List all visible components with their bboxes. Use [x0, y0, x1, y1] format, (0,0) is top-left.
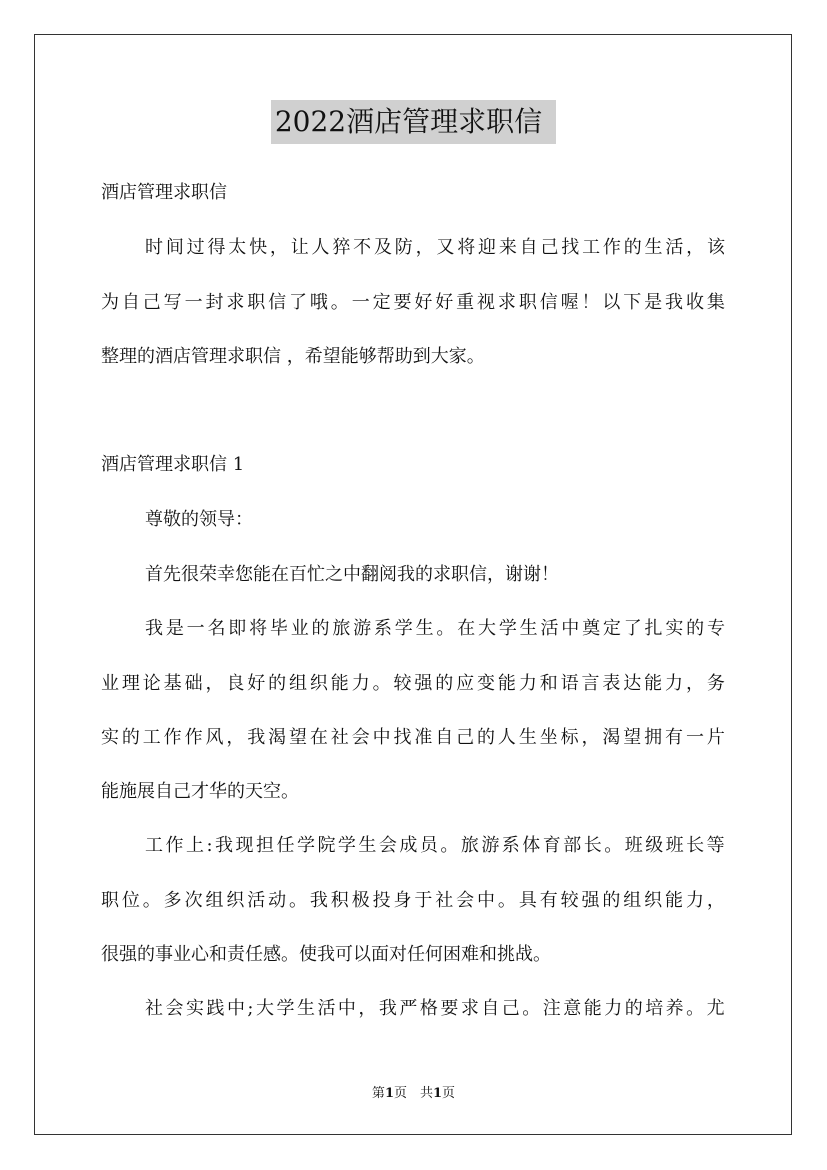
glyph: 业 — [101, 673, 119, 694]
glyph: 迎 — [478, 237, 496, 258]
glyph: 格 — [419, 998, 438, 1019]
footer-suffix: 页 — [442, 1086, 456, 1101]
glyph: : — [206, 835, 213, 856]
glyph: 的 — [311, 618, 330, 639]
glyph: 时 — [145, 237, 163, 258]
glyph: 投 — [372, 890, 391, 911]
glyph: 我 — [215, 835, 234, 856]
glyph: 应 — [456, 673, 475, 694]
glyph: 育 — [542, 835, 561, 856]
glyph: 生 — [415, 618, 434, 639]
footer-page-number: 1 — [384, 1086, 394, 1101]
glyph: 找 — [561, 237, 580, 258]
glyph: 位 — [121, 890, 140, 911]
paragraph-line: 整理的酒店管理求职信 ，希望能够帮助到大家。 — [101, 346, 485, 367]
glyph: 织 — [309, 673, 328, 694]
glyph: 自 — [481, 998, 500, 1019]
glyph: 及 — [373, 237, 392, 258]
glyph: 动 — [268, 890, 287, 911]
glyph: 织 — [226, 890, 245, 911]
document-title: 2022酒店管理求职信 — [271, 100, 556, 144]
glyph: 力 — [685, 890, 704, 911]
glyph: 意 — [563, 998, 582, 1019]
glyph: 毕 — [269, 618, 288, 639]
glyph: 信 — [268, 292, 287, 313]
glyph: ， — [269, 237, 288, 258]
glyph: 。 — [289, 890, 308, 911]
glyph: 一 — [685, 727, 704, 748]
glyph: 是 — [165, 618, 184, 639]
glyph: 组 — [623, 890, 642, 911]
glyph: 良 — [226, 673, 245, 694]
glyph: 旅 — [332, 618, 351, 639]
glyph: ， — [706, 890, 725, 911]
glyph: 又 — [436, 237, 455, 258]
glyph: 长 — [583, 835, 602, 856]
glyph: 。 — [604, 835, 623, 856]
glyph: 人 — [311, 237, 330, 258]
glyph: 表 — [602, 673, 621, 694]
glyph: 。 — [440, 835, 459, 856]
glyph: 间 — [165, 237, 184, 258]
glyph: ， — [415, 237, 434, 258]
glyph: 班 — [665, 835, 684, 856]
glyph: 活 — [665, 237, 684, 258]
page-footer — [0, 1082, 827, 1101]
glyph: 一 — [184, 292, 203, 313]
glyph: 作 — [184, 727, 203, 748]
glyph: 下 — [623, 292, 642, 313]
glyph: 学 — [394, 618, 413, 639]
glyph: 实 — [101, 727, 119, 748]
glyph: 组 — [205, 890, 224, 911]
glyph: 大 — [478, 618, 496, 639]
glyph: 活 — [540, 618, 559, 639]
paragraph-line — [145, 617, 725, 641]
footer-page-total: 1 — [433, 1086, 443, 1101]
glyph: 喔 — [560, 292, 579, 313]
glyph: 。 — [522, 998, 541, 1019]
glyph: 和 — [539, 673, 558, 694]
glyph: 多 — [163, 890, 182, 911]
glyph: 自 — [435, 727, 454, 748]
glyph: 快 — [249, 237, 268, 258]
glyph: 严 — [399, 998, 418, 1019]
glyph: 己 — [540, 237, 559, 258]
glyph: 得 — [207, 237, 226, 258]
glyph: 要 — [440, 998, 459, 1019]
glyph: 求 — [497, 292, 516, 313]
glyph: 好 — [414, 292, 433, 313]
glyph: 务 — [706, 673, 725, 694]
glyph: 。 — [686, 998, 705, 1019]
glyph: 己 — [142, 292, 161, 313]
glyph: 成 — [399, 835, 418, 856]
salutation: 尊敬的领导： — [145, 509, 253, 530]
glyph: 有 — [539, 890, 558, 911]
glyph: ， — [226, 727, 245, 748]
glyph: 集 — [706, 292, 725, 313]
glyph: ！ — [581, 292, 600, 313]
glyph: 生 — [519, 618, 538, 639]
glyph: 的 — [121, 727, 140, 748]
glyph: 即 — [228, 618, 247, 639]
glyph: 求 — [460, 998, 479, 1019]
glyph: 在 — [457, 618, 476, 639]
glyph: 会 — [351, 727, 370, 748]
paragraph-line — [101, 726, 725, 750]
glyph: 哦 — [309, 292, 328, 313]
glyph: 论 — [142, 673, 161, 694]
glyph: 积 — [330, 890, 349, 911]
glyph: 写 — [163, 292, 182, 313]
glyph: 找 — [393, 727, 412, 748]
glyph: 。 — [497, 890, 516, 911]
glyph: 生 — [518, 727, 537, 748]
glyph: 职 — [247, 292, 266, 313]
glyph: 名 — [207, 618, 226, 639]
glyph: 旅 — [460, 835, 479, 856]
glyph: 收 — [685, 292, 704, 313]
glyph: 中 — [337, 998, 356, 1019]
glyph: 拥 — [644, 727, 663, 748]
glyph: 中 — [477, 890, 496, 911]
glyph: 定 — [602, 618, 621, 639]
glyph: 大 — [255, 998, 274, 1019]
glyph: 过 — [186, 237, 205, 258]
glyph: 的 — [624, 998, 643, 1019]
glyph: 有 — [665, 727, 684, 748]
glyph: 工 — [145, 835, 163, 856]
glyph: 理 — [121, 673, 140, 694]
glyph: 了 — [623, 618, 642, 639]
glyph: 我 — [309, 890, 328, 911]
glyph: 求 — [226, 292, 245, 313]
footer-prefix: 第 — [371, 1086, 385, 1101]
glyph: 太 — [228, 237, 247, 258]
glyph: 了 — [289, 292, 308, 313]
paragraph-line — [145, 997, 725, 1021]
glyph: 视 — [477, 292, 496, 313]
glyph: 生 — [296, 998, 315, 1019]
glyph: 重 — [456, 292, 475, 313]
glyph: 的 — [268, 673, 287, 694]
glyph: 的 — [686, 618, 705, 639]
glyph: 社 — [145, 998, 163, 1019]
glyph: 我 — [665, 292, 684, 313]
glyph: 能 — [583, 998, 602, 1019]
glyph: 望 — [289, 727, 308, 748]
glyph: 为 — [101, 292, 119, 313]
glyph: 活 — [247, 890, 266, 911]
glyph: 强 — [581, 890, 600, 911]
glyph: 扎 — [644, 618, 663, 639]
glyph: ， — [205, 673, 224, 694]
glyph: 生 — [644, 237, 663, 258]
glyph: 游 — [353, 618, 372, 639]
section-heading: 酒店管理求职信 1 — [101, 454, 245, 475]
glyph: 学 — [337, 835, 356, 856]
glyph: 力 — [518, 673, 537, 694]
glyph: 会 — [165, 998, 184, 1019]
glyph: 实 — [665, 618, 684, 639]
glyph: 。 — [372, 673, 391, 694]
glyph: 力 — [665, 673, 684, 694]
glyph: 在 — [309, 727, 328, 748]
glyph: 学 — [276, 998, 295, 1019]
glyph: 渴 — [268, 727, 287, 748]
glyph: 一 — [351, 292, 370, 313]
glyph: 。 — [330, 292, 349, 313]
glyph: 础 — [184, 673, 203, 694]
glyph: 标 — [560, 727, 579, 748]
glyph: 来 — [498, 237, 517, 258]
glyph: 职 — [101, 890, 119, 911]
glyph: 中 — [372, 727, 391, 748]
glyph: 好 — [247, 673, 266, 694]
glyph: 社 — [435, 890, 454, 911]
glyph: 任 — [276, 835, 295, 856]
glyph: 我 — [378, 998, 397, 1019]
glyph: 养 — [665, 998, 684, 1019]
glyph: ; — [247, 998, 254, 1019]
glyph: 语 — [560, 673, 579, 694]
glyph: 以 — [602, 292, 621, 313]
glyph: 作 — [602, 237, 621, 258]
glyph: 好 — [435, 292, 454, 313]
glyph: 自 — [121, 292, 140, 313]
glyph: ， — [685, 673, 704, 694]
glyph: 的 — [477, 727, 496, 748]
glyph: 游 — [481, 835, 500, 856]
glyph: 级 — [645, 835, 664, 856]
glyph: 中 — [226, 998, 245, 1019]
glyph: 。 — [142, 890, 161, 911]
glyph: 要 — [393, 292, 412, 313]
glyph: 生 — [358, 835, 377, 856]
glyph: 社 — [330, 727, 349, 748]
glyph: ， — [581, 727, 600, 748]
glyph: 系 — [373, 618, 392, 639]
glyph: 。 — [436, 618, 455, 639]
paragraph-line — [145, 236, 725, 260]
glyph: 具 — [518, 890, 537, 911]
glyph: 身 — [393, 890, 412, 911]
glyph: 能 — [644, 673, 663, 694]
glyph: 己 — [501, 998, 520, 1019]
glyph: 将 — [457, 237, 476, 258]
glyph: 作 — [165, 835, 184, 856]
glyph: 次 — [184, 890, 203, 911]
glyph: 作 — [163, 727, 182, 748]
glyph: 部 — [563, 835, 582, 856]
glyph: 职 — [518, 292, 537, 313]
glyph: 工 — [142, 727, 161, 748]
paragraph-line — [101, 672, 725, 696]
glyph: 不 — [353, 237, 372, 258]
glyph: 学 — [296, 835, 315, 856]
glyph: 上 — [185, 835, 204, 856]
glyph: 我 — [247, 727, 266, 748]
glyph: 尤 — [706, 998, 725, 1019]
glyph: 人 — [497, 727, 516, 748]
glyph: 工 — [582, 237, 601, 258]
glyph: 强 — [414, 673, 433, 694]
glyph: 奠 — [582, 618, 601, 639]
glyph: 于 — [414, 890, 433, 911]
glyph: 片 — [706, 727, 725, 748]
glyph: 较 — [560, 890, 579, 911]
paragraph-line — [101, 889, 725, 913]
glyph: 践 — [206, 998, 225, 1019]
paragraph-line: 很强的事业心和责任感。使我可以面对任何困难和挑战。 — [101, 944, 551, 965]
glyph: 组 — [289, 673, 308, 694]
glyph: 一 — [186, 618, 205, 639]
paragraph-line — [101, 291, 725, 315]
title-area — [0, 100, 827, 144]
glyph: 的 — [435, 673, 454, 694]
glyph: 较 — [393, 673, 412, 694]
paragraph-line: 首先很荣幸您能在百忙之中翻阅我的求职信，谢谢！ — [145, 564, 559, 585]
glyph: 自 — [519, 237, 538, 258]
glyph: 培 — [645, 998, 664, 1019]
glyph: 活 — [317, 998, 336, 1019]
glyph: 是 — [644, 292, 663, 313]
glyph: 员 — [419, 835, 438, 856]
glyph: 等 — [706, 835, 725, 856]
glyph: 信 — [539, 292, 558, 313]
glyph: 能 — [665, 890, 684, 911]
glyph: 让 — [290, 237, 309, 258]
glyph: 业 — [290, 618, 309, 639]
glyph: 准 — [414, 727, 433, 748]
glyph: 班 — [624, 835, 643, 856]
glyph: 能 — [330, 673, 349, 694]
glyph: 封 — [205, 292, 224, 313]
glyph: 长 — [686, 835, 705, 856]
footer-middle: 页 共 — [393, 1086, 433, 1101]
glyph: 现 — [235, 835, 254, 856]
glyph: 实 — [185, 998, 204, 1019]
glyph: 达 — [623, 673, 642, 694]
glyph: 会 — [456, 890, 475, 911]
glyph: 力 — [351, 673, 370, 694]
glyph: 将 — [249, 618, 268, 639]
glyph: 风 — [205, 727, 224, 748]
glyph: 变 — [477, 673, 496, 694]
glyph: 该 — [706, 237, 725, 258]
glyph: 望 — [623, 727, 642, 748]
glyph: 我 — [145, 618, 163, 639]
glyph: 极 — [351, 890, 370, 911]
glyph: 院 — [317, 835, 336, 856]
glyph: 会 — [378, 835, 397, 856]
glyph: 专 — [706, 618, 725, 639]
glyph: 定 — [372, 292, 391, 313]
paragraph-line: 能施展自己才华的天空。 — [101, 781, 299, 802]
glyph: ， — [358, 998, 377, 1019]
glyph: 坐 — [539, 727, 558, 748]
glyph: 中 — [561, 618, 580, 639]
glyph: 渴 — [602, 727, 621, 748]
glyph: 基 — [163, 673, 182, 694]
glyph: 学 — [498, 618, 517, 639]
glyph: 体 — [522, 835, 541, 856]
glyph: 的 — [602, 890, 621, 911]
glyph: 防 — [394, 237, 413, 258]
glyph: 担 — [255, 835, 274, 856]
glyph: 言 — [581, 673, 600, 694]
glyph: 力 — [604, 998, 623, 1019]
glyph: 能 — [497, 673, 516, 694]
glyph: 猝 — [332, 237, 351, 258]
glyph: 织 — [644, 890, 663, 911]
glyph: 己 — [456, 727, 475, 748]
glyph: ， — [686, 237, 705, 258]
glyph: 注 — [542, 998, 561, 1019]
glyph: 系 — [501, 835, 520, 856]
glyph: 的 — [623, 237, 642, 258]
paragraph-line — [145, 834, 725, 858]
section-heading: 酒店管理求职信 — [101, 182, 227, 203]
